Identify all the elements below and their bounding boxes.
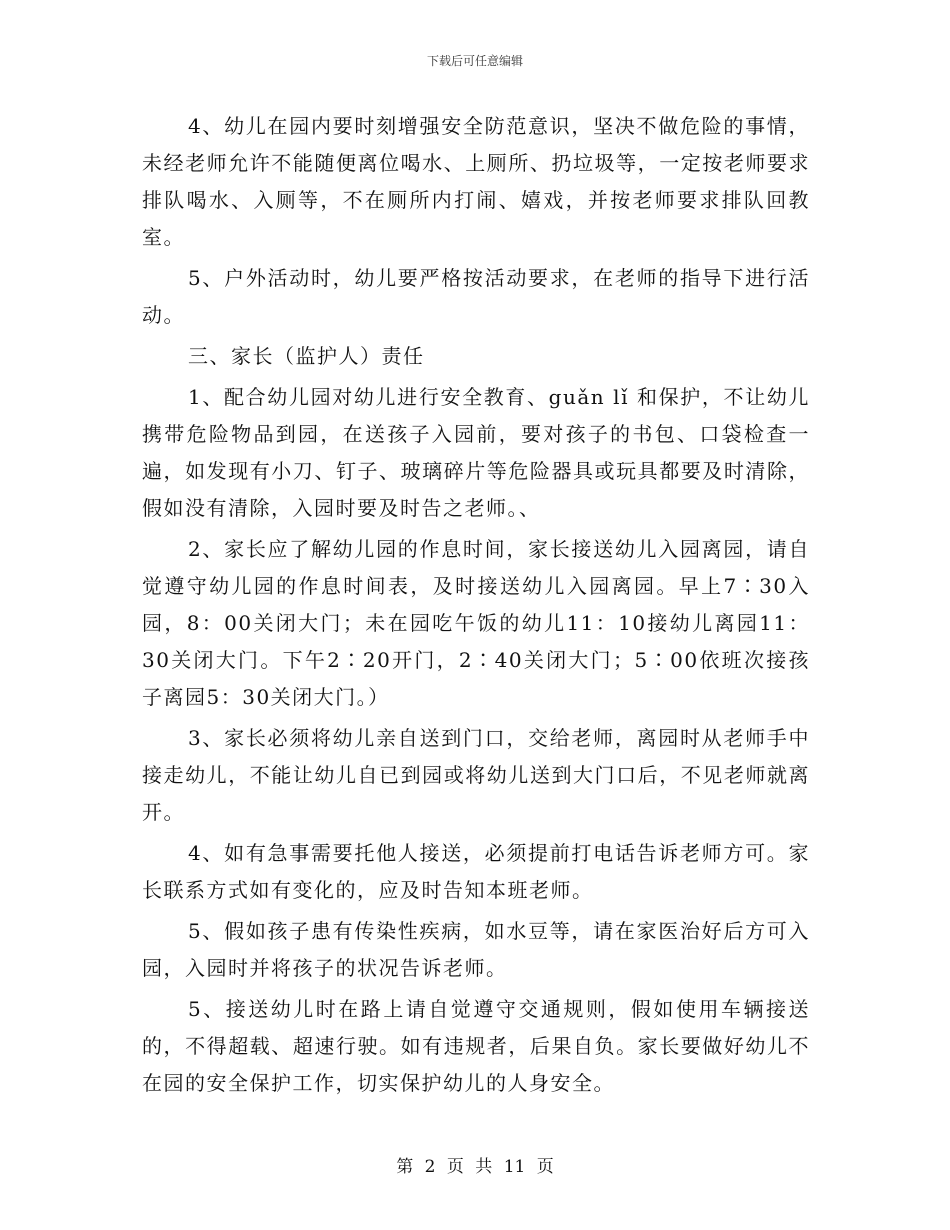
section-heading-parent-responsibility: 三、家长（监护人）责任 [188,344,425,368]
paragraph-parent-5a: 5、假如孩子患有传染性疾病，如水豆等，请在家医治好后方可入园，入园时并将孩子的状况告诉老师。 [142,919,810,980]
page-header: 下载后可任意编辑 [426,54,523,68]
paragraph-parent-4: 4、如有急事需要托他人接送，必须提前打电话告诉老师方可。家长联系方式如有变化的，应及时告知本班老师。 [142,841,810,902]
paragraph-item-5-outdoor-activity: 5、户外活动时，幼儿要严格按活动要求，在老师的指导下进行活动。 [142,266,810,327]
paragraph-parent-5b: 5、接送幼儿时在路上请自觉遵守交通规则，假如使用车辆接送的，不得超载、超速行驶。如有违规者，后果自负。家长要做好幼儿不在园的安全保护工作，切实保护幼儿的人身安全。 [142,997,810,1095]
paragraph-parent-3: 3、家长必须将幼儿亲自送到门口，交给老师，离园时从老师手中接走幼儿，不能让幼儿自已到园或将幼儿送到大门口后，不见老师就离开。 [142,726,810,824]
page-number-footer: 第 2 页 共 11 页 [396,1157,554,1177]
paragraph-parent-1: 1、配合幼儿园对幼儿进行安全教育、guǎn lǐ 和保护，不让幼儿携带危险物品到园，在送孩子入园前，要对孩子的书包、口袋检查一遍，如发现有小刀、钉子、玻璃碎片等危险器具或玩具都要及时清除，假如没有清除，入园时要及时告之老师。、 [142,385,810,520]
paragraph-parent-2: 2、家长应了解幼儿园的作息时间，家长接送幼儿入园离园，请自觉遵守幼儿园的作息时间表，及时接送幼儿入园离园。早上7∶30入园，8：00关闭大门；未在园吃午饭的幼儿11：10接幼儿离园11：30关闭大门。下午2∶20开门，2∶40关闭大门；5∶00依班次接孩子离园5：30关闭大门。） [142,537,810,709]
document-body [142,108,810,1106]
paragraph-item-4-safety-awareness: 4、幼儿在园内要时刻增强安全防范意识，坚决不做危险的事情，未经老师允许不能随便离位喝水、上厕所、扔垃圾等，一定按老师要求排队喝水、入厕等，不在厕所内打闹、嬉戏，并按老师要求排队回教室。 [142,114,810,249]
